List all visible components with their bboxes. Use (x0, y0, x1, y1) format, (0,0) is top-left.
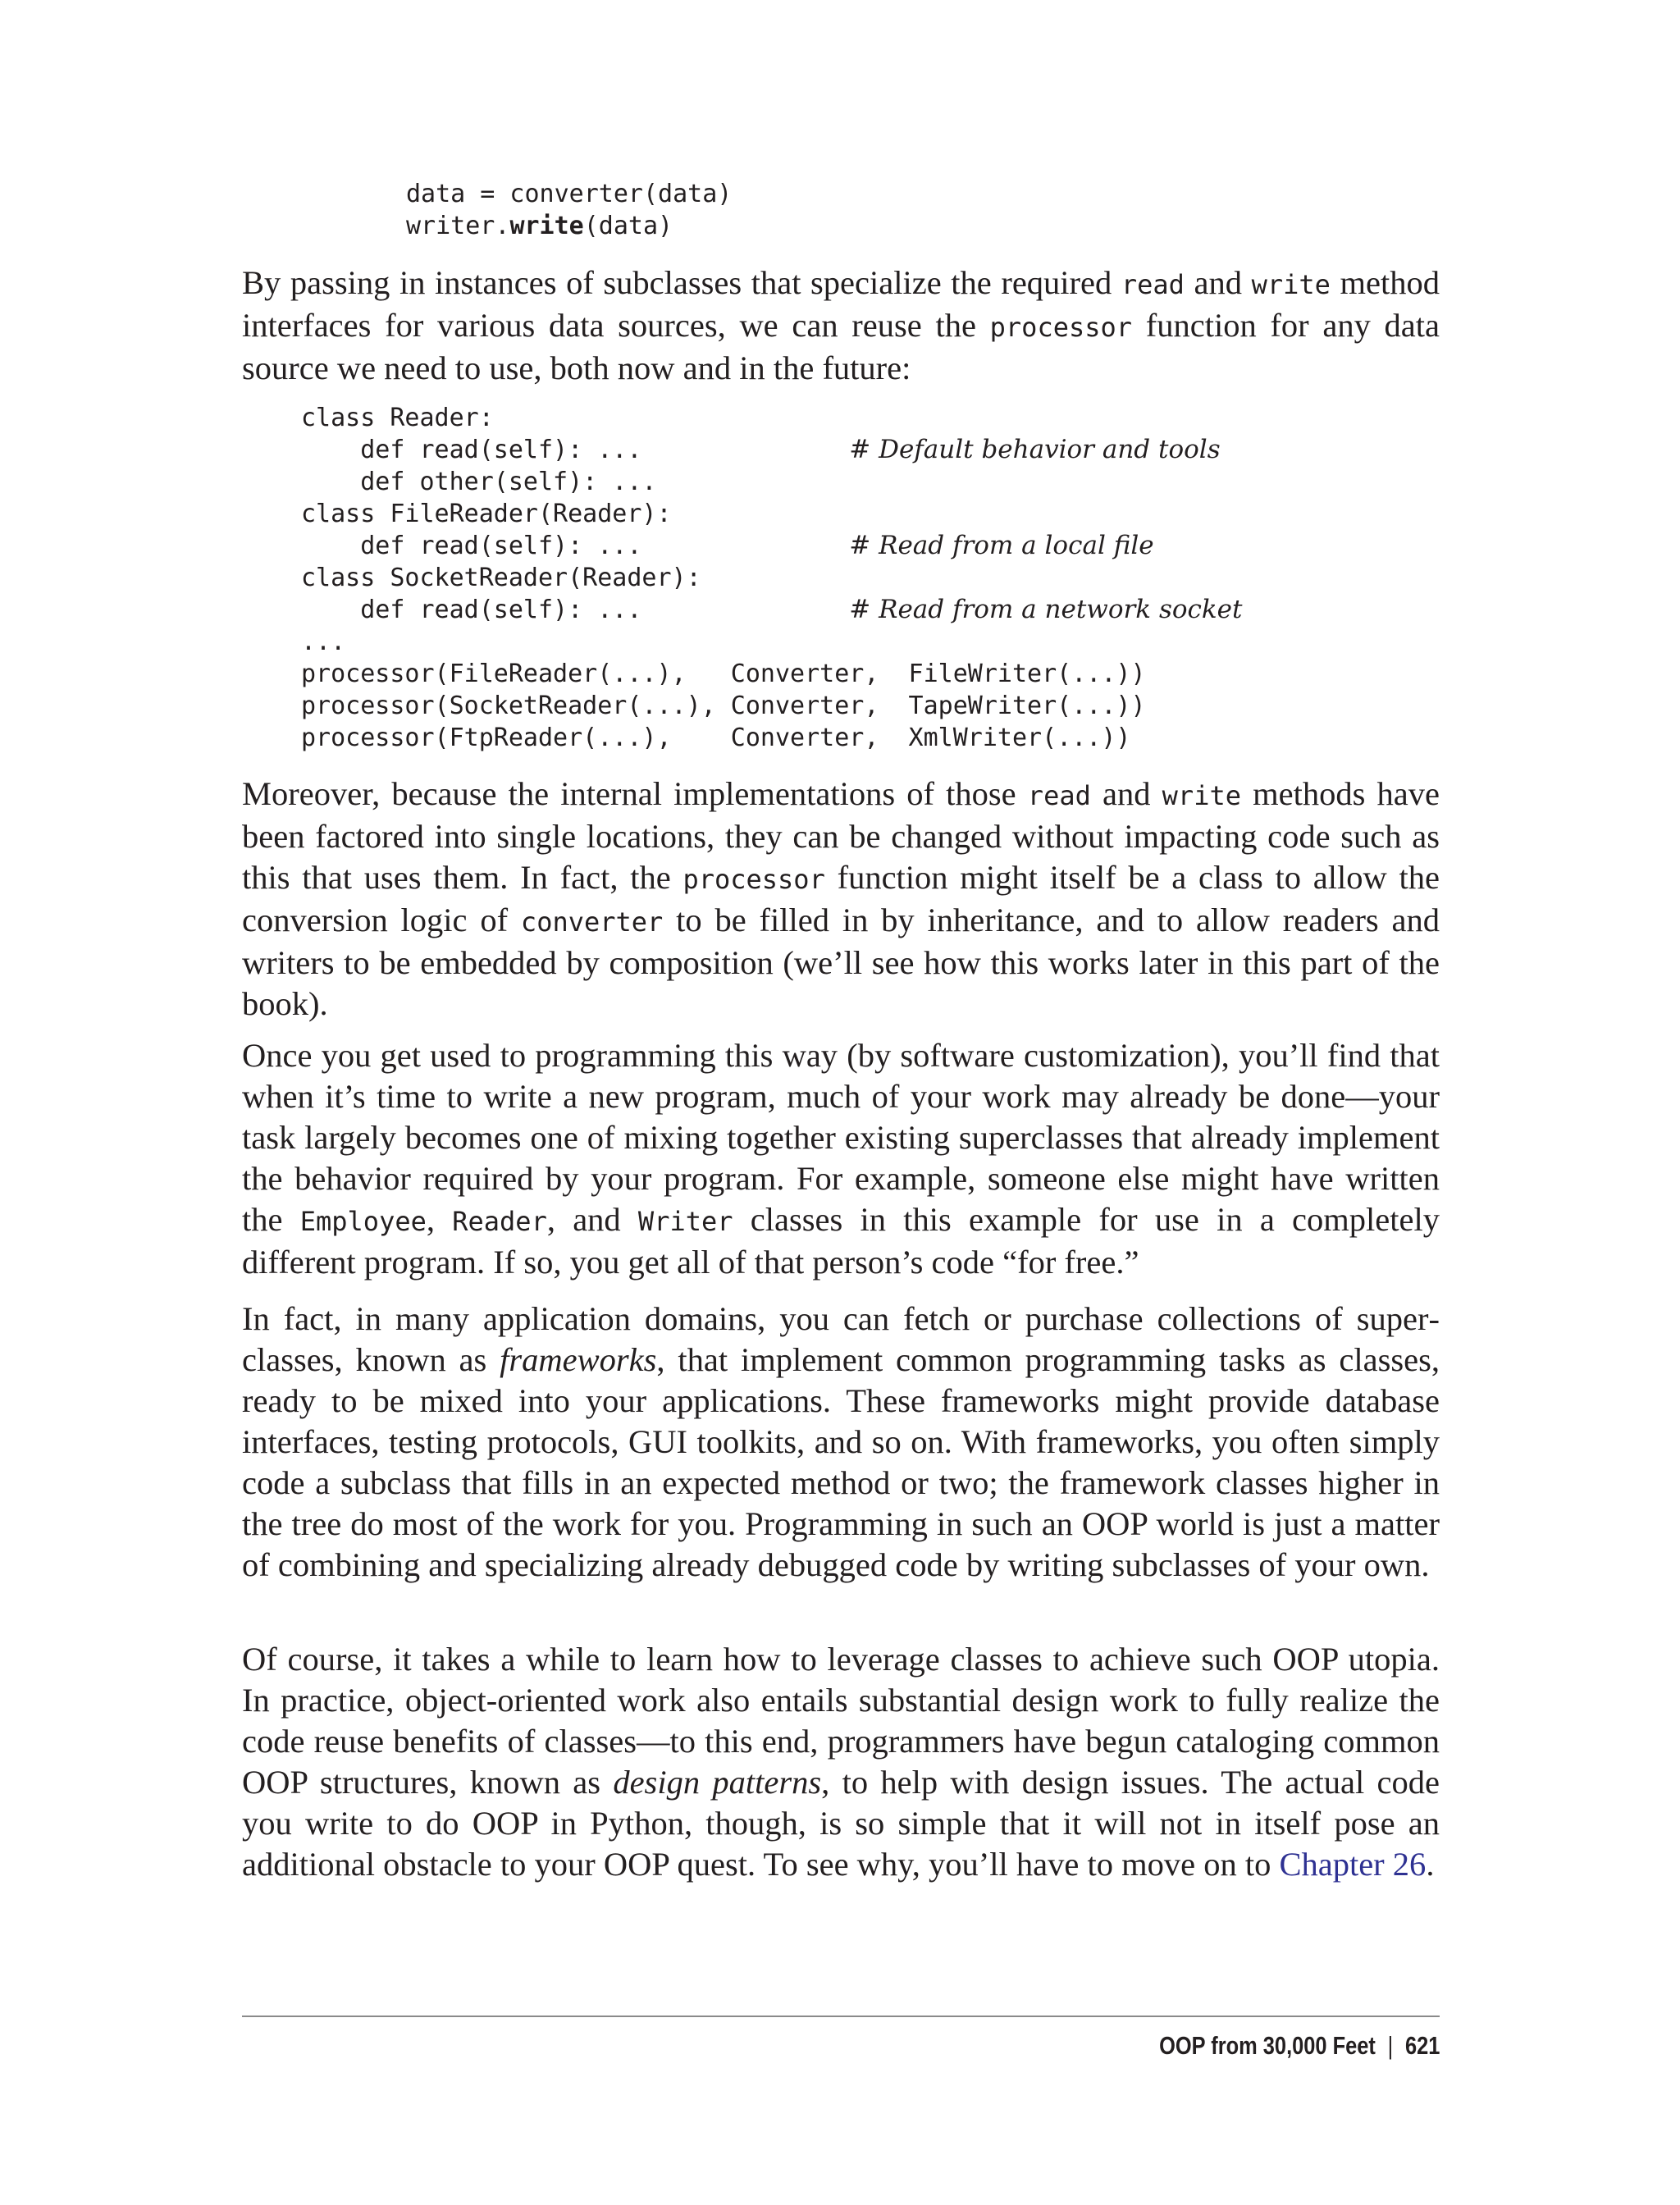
paragraph-software-customization (242, 1035, 1440, 1283)
text-run: methods have been factored into single locations, they can be changed without impacting code such as this that uses them. In fact, the (242, 775, 1440, 896)
code-line: class SocketReader(Reader): (301, 564, 701, 592)
code-line: class FileReader(Reader): (301, 500, 672, 528)
text-run: Moreover, because the internal implementations of those (242, 775, 1028, 812)
code-token-bold: write (509, 212, 584, 240)
book-page (242, 0, 1440, 2205)
inline-code: Reader (452, 1206, 547, 1237)
text-run: classes in this example for use in a completely different program. If so, you get all of that person’s code “for free.” (242, 1201, 1440, 1281)
code-line: processor(FtpReader(...), Converter, XmlWriter(...)) (301, 724, 1131, 752)
footer-divider (242, 2016, 1440, 2017)
footer-separator: | (1387, 2031, 1393, 2060)
paragraph-frameworks (242, 1299, 1440, 1586)
text-run: By passing in instances of subclasses that specialize the required (242, 264, 1121, 301)
code-line (406, 212, 673, 240)
text-run: In fact, in many application domains, you can fetch or purchase collections of superclasses, known as (242, 1300, 1440, 1378)
code-token: def read(self): ... (301, 436, 850, 464)
code-token: writer. (406, 212, 510, 240)
code-line (301, 532, 1154, 560)
text-run: Once you get used to programming this way (by software customization), you’ll find that when it’s time to write a new program, much of your work may already be done—your task largely becomes one of mixing together existing superclasses that already implement the behavior required by your program. For example, someone else might have written the (242, 1037, 1440, 1238)
text-run: Of course, it takes a while to learn how to leverage classes to achieve such OOP utopia. In practice, object-oriented work also entails substantial design work to fully realize the code reuse benefits of classes—to this end, programmers have begun cataloging common OOP structures, known as (242, 1641, 1440, 1801)
code-comment: # Default behavior and tools (849, 435, 1221, 464)
code-token: def read(self): ... (301, 532, 850, 560)
code-snippet-processor-end (406, 178, 732, 242)
inline-code: processor (989, 312, 1133, 343)
paragraph-subclass-instances (242, 262, 1440, 389)
emphasis-term: design patterns (613, 1764, 822, 1801)
text-run: and (1090, 775, 1162, 812)
code-comment: # Read from a network socket (849, 595, 1243, 624)
code-line: def other(self): ... (301, 468, 657, 496)
code-token: (data) (583, 212, 673, 240)
code-token: def read(self): ... (301, 596, 850, 624)
code-comment: # Read from a local file (849, 531, 1154, 560)
paragraph-internal-implementations (242, 774, 1440, 1025)
code-line: data = converter(data) (406, 180, 733, 208)
text-run: , that implement common programming tasks as classes, ready to be mixed into your applications. These frameworks might provide database interfaces, testing protocols, GUI toolkits, and so on. With frameworks, you often simply code a subclass that fills in an expected method or two; the framework classes higher in the tree do most of the work for you. Programming in such an OOP world is just a matter of combining and specializing already debugged code by writing subclasses of your own. (242, 1341, 1440, 1583)
inline-code: write (1251, 269, 1331, 300)
code-line: processor(SocketReader(...), Converter, TapeWriter(...)) (301, 692, 1146, 720)
code-line (301, 436, 1221, 464)
code-line: class Reader: (301, 404, 494, 432)
code-line: processor(FileReader(...), Converter, FileWriter(...)) (301, 660, 1146, 688)
text-run: method interfaces for various data sources, we can reuse the (242, 264, 1440, 344)
inline-code: read (1027, 780, 1091, 811)
text-run: to be filled in by inheritance, and to allow readers and writers to be embedded by composition (we’ll see how this works later in this part of the book). (242, 902, 1440, 1022)
text-run: function for any data source we need to use, both now and in the future: (242, 307, 1440, 386)
paragraph-design-patterns (242, 1639, 1440, 1885)
text-run: , to help with design issues. The actual code you write to do OOP in Python, though, is so simple that it will not in itself pose an additional obstacle to your OOP quest. To see why, you’ll have to move on to (242, 1764, 1440, 1883)
page-footer (1159, 2029, 1440, 2062)
inline-code: write (1162, 780, 1241, 811)
chapter-26-link[interactable]: Chapter 26 (1279, 1846, 1427, 1883)
inline-code: processor (682, 864, 825, 895)
code-snippet-reader-classes (301, 402, 1242, 754)
inline-code: Writer (637, 1206, 733, 1237)
inline-code: converter (520, 906, 664, 938)
code-line (301, 596, 1242, 624)
inline-code: read (1121, 269, 1185, 300)
text-run: , and (546, 1201, 638, 1238)
text-run: , (426, 1201, 453, 1238)
emphasis-term: frameworks (500, 1341, 657, 1378)
text-run: and (1184, 264, 1252, 301)
text-run: . (1426, 1846, 1435, 1883)
running-footer-title: OOP from 30,000 Feet (1158, 2031, 1376, 2060)
inline-code: Employee (299, 1206, 427, 1237)
text-run: function might itself be a class to allow the conversion logic of (242, 859, 1440, 938)
page-number: 621 (1404, 2031, 1440, 2060)
code-line: ... (301, 628, 346, 656)
